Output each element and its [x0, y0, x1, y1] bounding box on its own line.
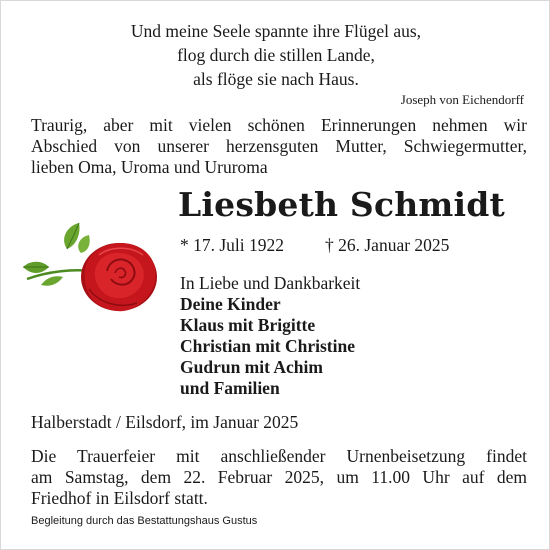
family-member: Christian mit Christine [180, 336, 355, 356]
deceased-name: Liesbeth Schmidt [178, 185, 505, 224]
intro-text [31, 115, 527, 178]
intro-line: Traurig, aber mit vielen schönen Erinnerungen nehmen wir [31, 115, 527, 135]
poem-line: Und meine Seele spannte ihre Flügel aus, [130, 21, 422, 41]
death-date: † 26. Januar 2025 [325, 235, 450, 255]
family-member: Gudrun mit Achim [180, 357, 323, 377]
family-lead: In Liebe und Dankbarkeit [180, 273, 361, 293]
service-line: am Samstag, dem 22. Februar 2025, um 11.00 Uhr auf dem [31, 467, 527, 487]
poem-line: flog durch die stillen Lande, [177, 45, 375, 65]
undertaker-note: Begleitung durch das Bestattungshaus Gustus [31, 515, 258, 527]
service-line: Die Trauerfeier mit anschließender Urnenbeisetzung findet [31, 446, 527, 466]
service-info [31, 446, 527, 509]
place-date: Halberstadt / Eilsdorf, im Januar 2025 [31, 412, 299, 432]
poem-author: Joseph von Eichendorff [400, 92, 524, 107]
poem-line: als flöge sie nach Haus. [193, 69, 359, 89]
intro-line: lieben Oma, Uroma und Ururoma [31, 157, 268, 177]
birth-date: * 17. Juli 1922 [180, 235, 285, 255]
family-member: Deine Kinder [180, 294, 281, 314]
rose-image [19, 219, 169, 319]
family-signatures [180, 273, 360, 399]
service-line: Friedhof in Eilsdorf statt. [31, 488, 208, 508]
family-member: Klaus mit Brigitte [180, 315, 316, 335]
poem [21, 19, 531, 91]
intro-line: Abschied von unserer herzensguten Mutter, Schwiegermutter, [31, 136, 527, 156]
family-member: und Familien [180, 378, 280, 398]
